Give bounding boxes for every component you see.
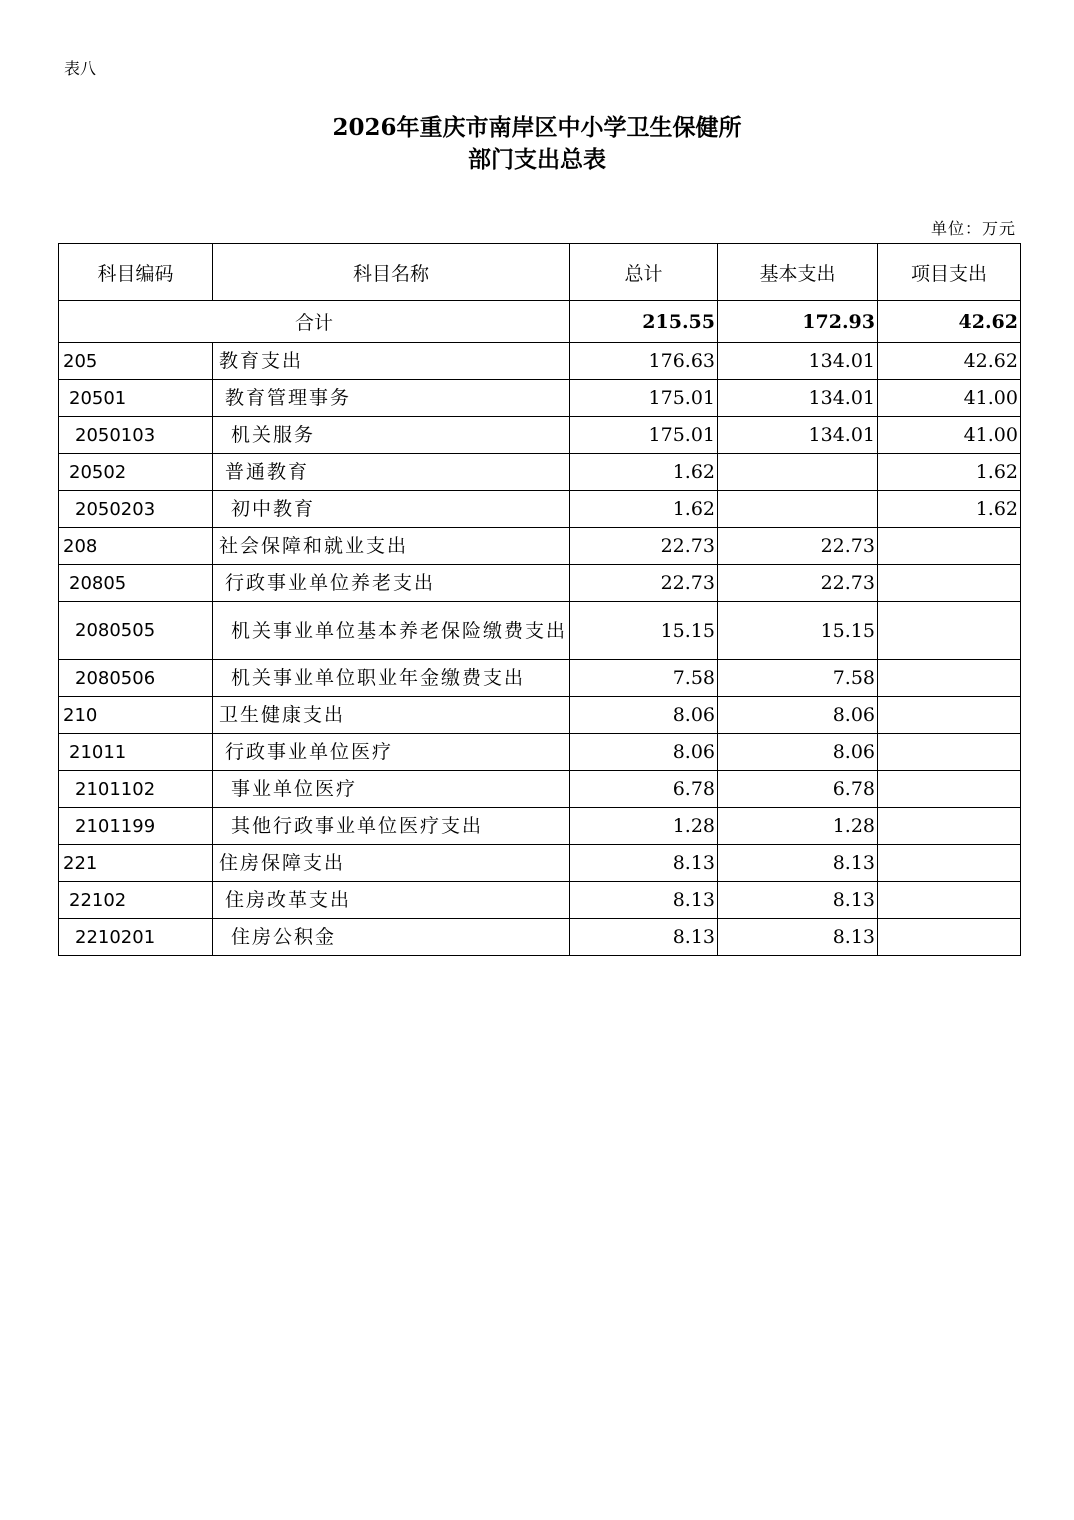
row-project: 41.00: [878, 417, 1021, 454]
row-total: 1.62: [570, 491, 718, 528]
table-row: [59, 454, 1021, 491]
row-name: 行政事业单位养老支出: [213, 565, 570, 602]
row-basic: 134.01: [718, 343, 878, 380]
row-name: 其他行政事业单位医疗支出: [213, 808, 570, 845]
row-total: 1.28: [570, 808, 718, 845]
row-project: [878, 602, 1021, 660]
row-name: 普通教育: [213, 454, 570, 491]
row-basic: [718, 454, 878, 491]
row-project: [878, 528, 1021, 565]
table-row: [59, 771, 1021, 808]
row-code: 2050203: [59, 491, 213, 528]
total-row: [59, 301, 1021, 343]
row-project: [878, 919, 1021, 956]
total-project: 42.62: [878, 301, 1021, 343]
row-name: 社会保障和就业支出: [213, 528, 570, 565]
table-row: [59, 417, 1021, 454]
row-total: 8.13: [570, 845, 718, 882]
row-total: 22.73: [570, 528, 718, 565]
row-basic: 8.13: [718, 882, 878, 919]
row-total: 175.01: [570, 417, 718, 454]
row-code: 2080505: [59, 602, 213, 660]
table-row: [59, 565, 1021, 602]
row-basic: [718, 491, 878, 528]
row-code: 20501: [59, 380, 213, 417]
header-row: [59, 244, 1021, 301]
total-total: 215.55: [570, 301, 718, 343]
unit-label: 单位：万元: [930, 219, 1016, 238]
header-total: 总计: [570, 244, 718, 301]
row-basic: 134.01: [718, 417, 878, 454]
row-project: 1.62: [878, 491, 1021, 528]
header-basic: 基本支出: [718, 244, 878, 301]
row-project: [878, 734, 1021, 771]
row-code: 208: [59, 528, 213, 565]
row-project: [878, 771, 1021, 808]
row-name: 卫生健康支出: [213, 697, 570, 734]
row-code: 2080506: [59, 660, 213, 697]
row-name: 机关事业单位基本养老保险缴费支出: [213, 602, 570, 660]
row-basic: 134.01: [718, 380, 878, 417]
table-row: [59, 808, 1021, 845]
row-basic: 8.06: [718, 734, 878, 771]
table-row: [59, 660, 1021, 697]
row-total: 22.73: [570, 565, 718, 602]
table-row: [59, 602, 1021, 660]
page-title: 2026年重庆市南岸区中小学卫生保健所: [332, 114, 742, 141]
row-basic: 8.13: [718, 919, 878, 956]
row-basic: 6.78: [718, 771, 878, 808]
row-code: 2101199: [59, 808, 213, 845]
page-subtitle: 部门支出总表: [468, 146, 606, 173]
row-total: 8.13: [570, 882, 718, 919]
table-row: [59, 343, 1021, 380]
table-row: [59, 697, 1021, 734]
row-project: 41.00: [878, 380, 1021, 417]
row-code: 2210201: [59, 919, 213, 956]
table-label: 表八: [64, 59, 97, 78]
row-total: 6.78: [570, 771, 718, 808]
header-code: 科目编码: [59, 244, 213, 301]
row-name: 初中教育: [213, 491, 570, 528]
row-code: 22102: [59, 882, 213, 919]
row-project: 1.62: [878, 454, 1021, 491]
row-project: [878, 660, 1021, 697]
table-row: [59, 380, 1021, 417]
row-project: [878, 845, 1021, 882]
table-row: [59, 491, 1021, 528]
row-name: 住房保障支出: [213, 845, 570, 882]
row-project: [878, 697, 1021, 734]
total-label: 合计: [59, 301, 570, 343]
row-code: 2101102: [59, 771, 213, 808]
row-basic: 8.06: [718, 697, 878, 734]
row-code: 221: [59, 845, 213, 882]
row-project: [878, 565, 1021, 602]
row-code: 205: [59, 343, 213, 380]
row-total: 8.06: [570, 734, 718, 771]
row-name: 行政事业单位医疗: [213, 734, 570, 771]
row-name: 机关事业单位职业年金缴费支出: [213, 660, 570, 697]
row-total: 8.13: [570, 919, 718, 956]
row-total: 8.06: [570, 697, 718, 734]
row-total: 7.58: [570, 660, 718, 697]
row-total: 175.01: [570, 380, 718, 417]
table-row: [59, 845, 1021, 882]
row-name: 事业单位医疗: [213, 771, 570, 808]
row-project: 42.62: [878, 343, 1021, 380]
row-name: 住房改革支出: [213, 882, 570, 919]
row-project: [878, 808, 1021, 845]
table-row: [59, 528, 1021, 565]
row-name: 住房公积金: [213, 919, 570, 956]
header-project: 项目支出: [878, 244, 1021, 301]
header-name: 科目名称: [213, 244, 570, 301]
row-basic: 1.28: [718, 808, 878, 845]
row-code: 20502: [59, 454, 213, 491]
row-name: 教育管理事务: [213, 380, 570, 417]
row-basic: 7.58: [718, 660, 878, 697]
total-basic: 172.93: [718, 301, 878, 343]
row-code: 21011: [59, 734, 213, 771]
row-basic: 15.15: [718, 602, 878, 660]
row-project: [878, 882, 1021, 919]
row-basic: 22.73: [718, 565, 878, 602]
row-basic: 22.73: [718, 528, 878, 565]
row-code: 210: [59, 697, 213, 734]
row-basic: 8.13: [718, 845, 878, 882]
table-row: [59, 919, 1021, 956]
row-total: 1.62: [570, 454, 718, 491]
row-total: 176.63: [570, 343, 718, 380]
table-row: [59, 734, 1021, 771]
row-code: 20805: [59, 565, 213, 602]
row-total: 15.15: [570, 602, 718, 660]
row-name: 机关服务: [213, 417, 570, 454]
expenditure-table: [58, 243, 1021, 956]
row-name: 教育支出: [213, 343, 570, 380]
row-code: 2050103: [59, 417, 213, 454]
table-row: [59, 882, 1021, 919]
